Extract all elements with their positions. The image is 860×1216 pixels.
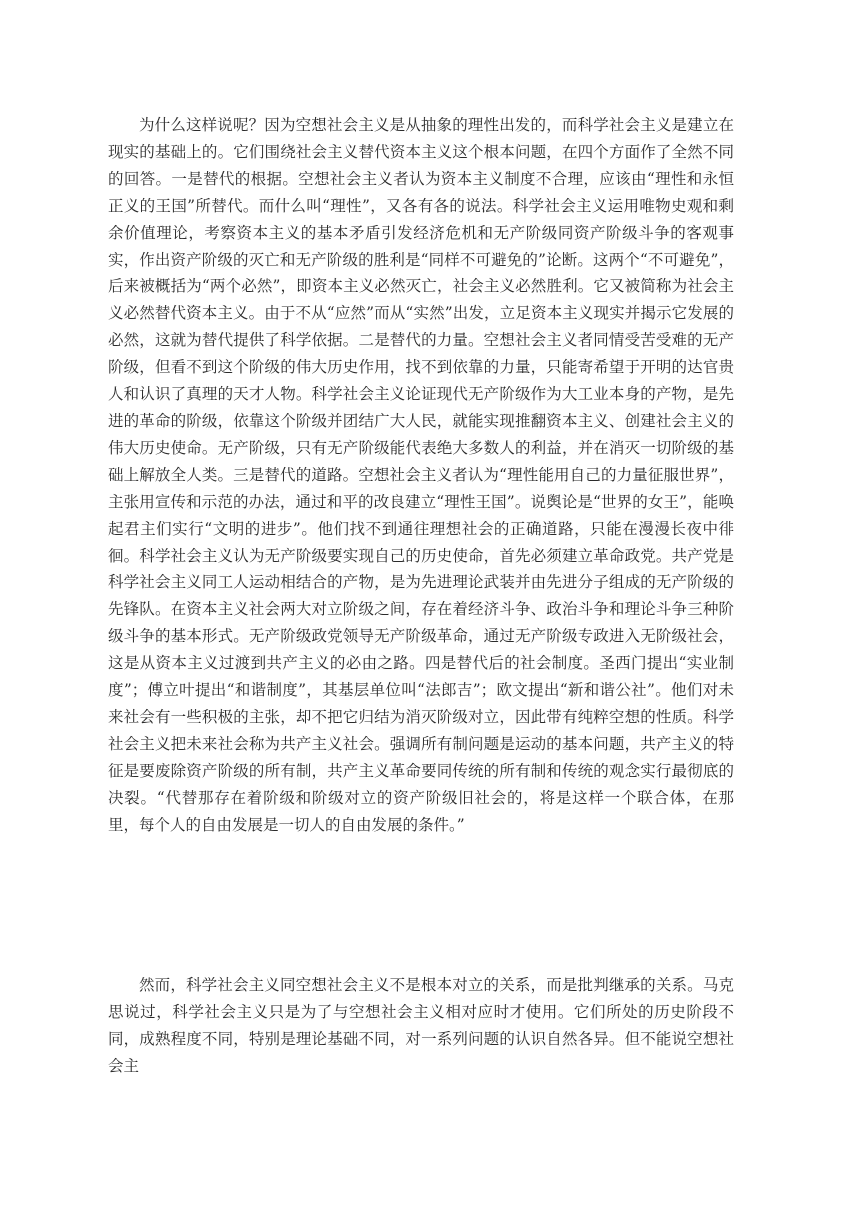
body-paragraph: 为什么这样说呢？因为空想社会主义是从抽象的理性出发的，而科学社会主义是建立在现实的基础上的。它们围绕社会主义替代资本主义这个根本问题，在四个方面作了全然不同的回答。一是替代的根据。空想社会主义者认为资本主义制度不合理，应该由“理性和永恒正义的王国”所替代。而什么叫“理性”，又各有各的说法。科学社会主义运用唯物史观和剩余价值理论，考察资本主义的基本矛盾引发经济危机和无产阶级同资产阶级斗争的客观事实，作出资产阶级的灭亡和无产阶级的胜利是“同样不可避免的”论断。这两个“不可避免”，后来被概括为“两个必然”，即资本主义必然灭亡，社会主义必然胜利。它又被简称为社会主义必然替代资本主义。由于不从“应然”而从“实然”出发，立足资本主义现实并揭示它发展的必然，这就为替代提供了科学依据。二是替代的力量。空想社会主义者同情受苦受难的无产阶级，但看不到这个阶级的伟大历史作用，找不到依靠的力量，只能寄希望于开明的达官贵人和认识了真理的天才人物。科学社会主义论证现代无产阶级作为大工业本身的产物，是先进的革命的阶级，依靠这个阶级并团结广大人民，就能实现推翻资本主义、创建社会主义的伟大历史使命。无产阶级，只有无产阶级能代表绝大多数人的利益，并在消灭一切阶级的基础上解放全人类。三是替代的道路。空想社会主义者认为“理性能用自己的力量征服世界”，主张用宣传和示范的办法，通过和平的改良建立“理性王国”。说舆论是“世界的女王”，能唤起君主们实行“文明的进步”。他们找不到通往理想社会的正确道路，只能在漫漫长夜中徘徊。科学社会主义认为无产阶级要实现自己的历史使命，首先必须建立革命政党。共产党是科学社会主义同工人运动相结合的产物，是为先进理论武装并由先进分子组成的无产阶级的先锋队。在资本主义社会两大对立阶级之间，存在着经济斗争、政治斗争和理论斗争三种阶级斗争的基本形式。无产阶级政党领导无产阶级革命，通过无产阶级专政进入无阶级社会，这是从资本主义过渡到共产主义的必由之路。四是替代后的社会制度。圣西门提出“实业制度”；傅立叶提出“和谐制度”，其基层单位叫“法郎吉”；欧文提出“新和谐公社”。他们对未来社会有一些积极的主张，却不把它归结为消灭阶级对立，因此带有纯粹空想的性质。科学社会主义把未来社会称为共产主义社会。强调所有制问题是运动的基本问题，共产主义的特征是要废除资产阶级的所有制，共产主义革命要同传统的所有制和传统的观念实行最彻底的决裂。“代替那存在着阶级和阶级对立的资产阶级旧社会的，将是这样一个联合体，在那里，每个人的自由发展是一切人的自由发展的条件。” <box>108 116 734 834</box>
body-paragraph: 然而，科学社会主义同空想社会主义不是根本对立的关系，而是批判继承的关系。马克思说过，科学社会主义只是为了与空想社会主义相对应时才使用。它们所处的历史阶段不同，成熟程度不同，特别是理论基础不同，对一系列问题的认识自然各异。但不能说空想社会主 <box>108 976 734 1075</box>
